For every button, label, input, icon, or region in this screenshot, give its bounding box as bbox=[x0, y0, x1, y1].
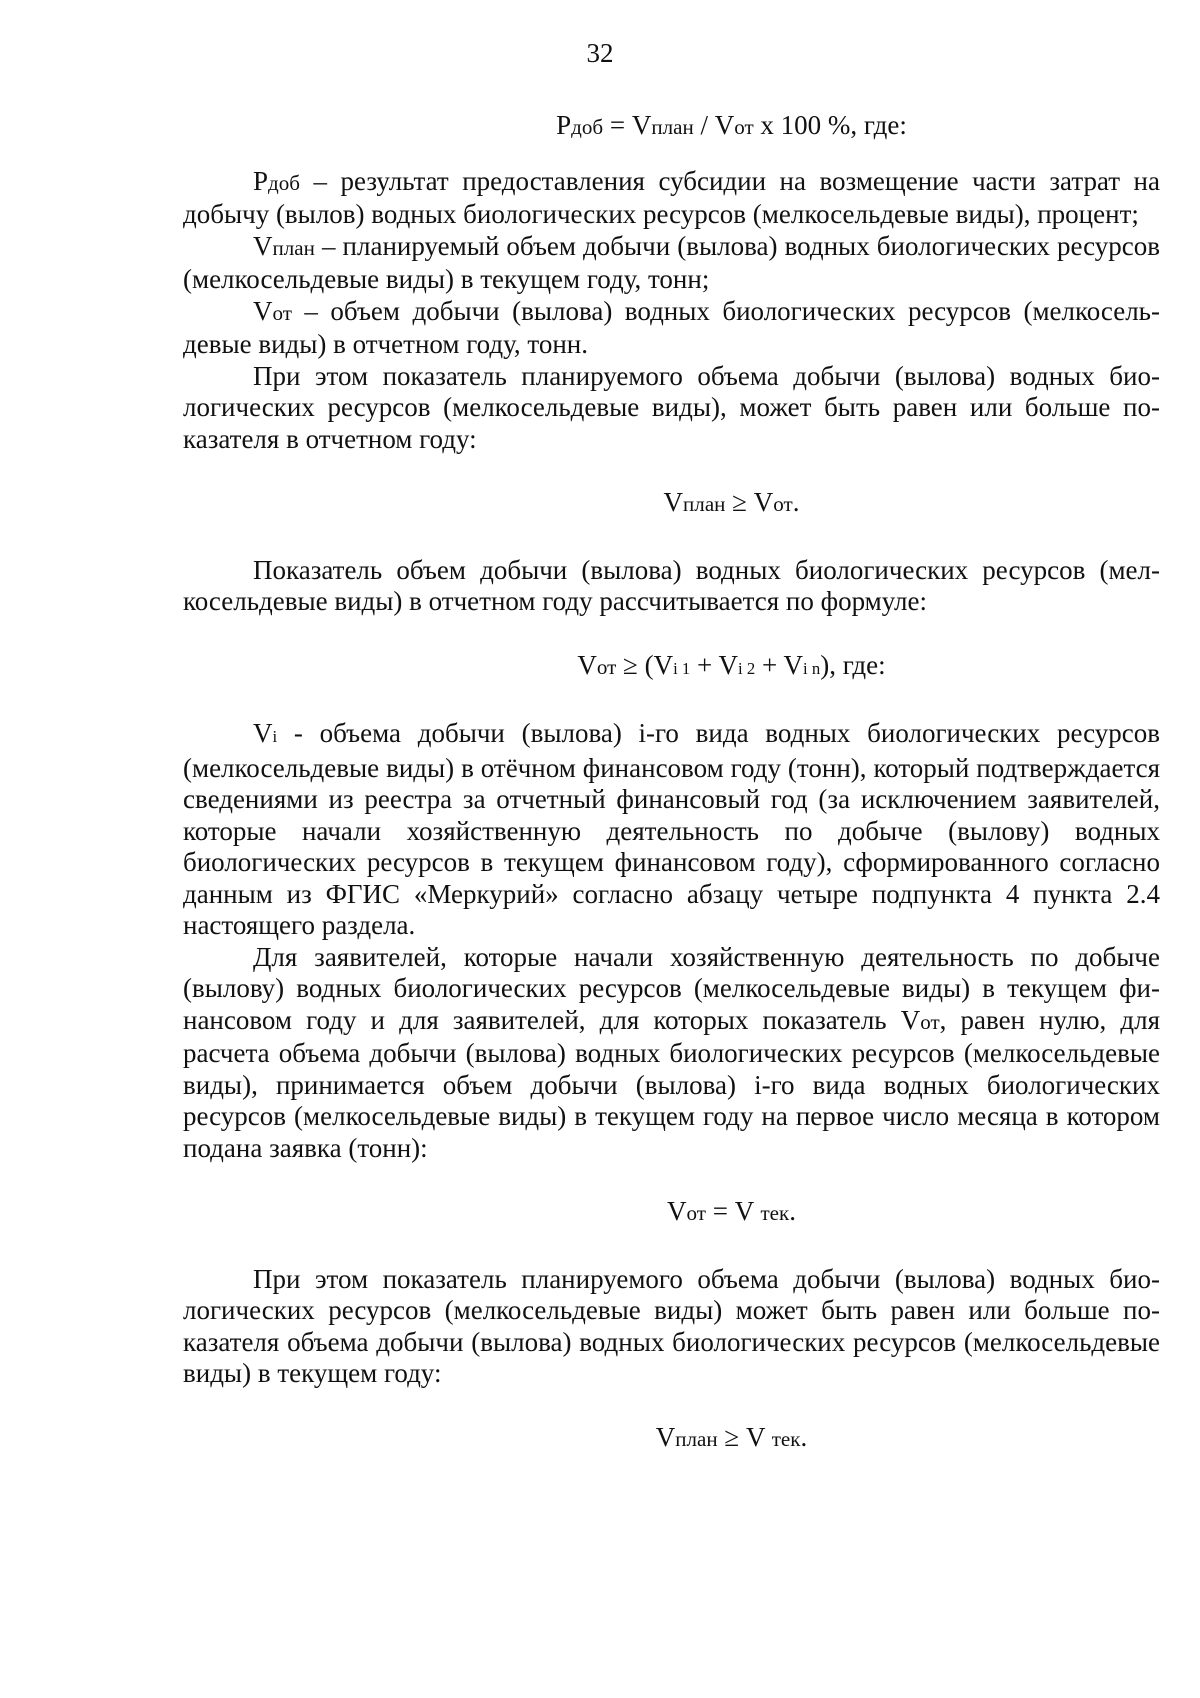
formula-symbol: V bbox=[655, 1421, 676, 1452]
formula-text: . bbox=[792, 487, 800, 517]
formula-plan-ge-tek bbox=[183, 1422, 1160, 1456]
paragraph-text: Для заявителей, которые начали хозяйственную деятельность по добыче (вылову) водных биологических ресурсов (мелкосельдевые виды) в текущем финансовом году и для заявителей, для которых показатель V bbox=[183, 941, 1160, 1035]
definition-text: – объем добычи (вылова) водных биологических ресурсов (мелкосельдевые виды) в отчетном году, тонн. bbox=[183, 295, 1160, 359]
formula-subscript: от bbox=[686, 1201, 706, 1225]
formula-subscript: тек bbox=[760, 1201, 790, 1225]
definition-vi bbox=[183, 718, 1160, 942]
definition-symbol: V bbox=[253, 718, 273, 748]
formula-vot-sum bbox=[183, 650, 1160, 685]
formula-text: = V bbox=[603, 110, 652, 140]
paragraph-plan-vs-current: При этом показатель планируемого объема добычи (вылова) водных биологических ресурсов (мелкосельдевые виды) может быть равен или больше показателя объема добычи (вылова) водных биологических ресурсов (мелкосельдевые виды) в текущем году: bbox=[183, 1263, 1160, 1388]
formula-subscript: доб bbox=[571, 115, 604, 139]
definition-text: - объема добычи (вылова) i-го вида водных биологических ресурсов (мелкосельдевые виды) в отёчном финансовом году (тонн), который подтверждается сведениями из реестра за отчетный финансовый год (за исключением заявителей, которые начали хозяйственную деятельность по добыче (вылову) водных биологических ресурсов в текущем финансовом году), сформированного согласно данным из ФГИС «Меркурий» согласно абзацу четыре подпункта 4 пункта 2.4 настоящего раздела. bbox=[183, 718, 1160, 940]
definition-subscript: план bbox=[272, 235, 315, 260]
formula-subscript: i 2 bbox=[738, 658, 756, 678]
formula-vot-eq-vtek bbox=[183, 1196, 1160, 1230]
definition-vot bbox=[183, 296, 1160, 361]
paragraph-new-applicants bbox=[183, 942, 1160, 1165]
document-body bbox=[183, 110, 1160, 1489]
paragraph-text: , равен нулю, для расчета объема добычи (вылова) водных биологических ресурсов (мелкосельдевые виды), принимается объем добычи (вылова) i-го вида водных биологических ресурсов (мелкосельдевые виды) в текущем году на первое число месяца в котором подана заявка (тонн): bbox=[183, 1004, 1160, 1163]
formula-text: . bbox=[800, 1421, 808, 1452]
formula-text: . bbox=[789, 1196, 796, 1226]
definition-text: – планируемый объем добычи (вылова) водных биологических ресурсов (мелкосельдевые виды) в текущем году, тонн; bbox=[183, 230, 1160, 294]
formula-subscript: от bbox=[734, 115, 754, 139]
formula-text: ≥ V bbox=[725, 487, 774, 517]
paragraph-vot-calculation: Показатель объем добычи (вылова) водных биологических ресурсов (мелкосельдевые виды) в отчетном году рассчитывается по формуле: bbox=[183, 554, 1160, 616]
formula-text: + V bbox=[755, 649, 803, 680]
formula-symbol: Р bbox=[556, 110, 572, 140]
formula-text: = V bbox=[705, 1196, 761, 1226]
formula-subscript: тек bbox=[771, 1426, 801, 1451]
definition-symbol: V bbox=[253, 295, 273, 326]
formula-subscript: от bbox=[596, 654, 617, 679]
formula-result bbox=[183, 110, 1160, 144]
definition-symbol: Р bbox=[253, 165, 269, 196]
formula-text: ≥ (V bbox=[616, 649, 674, 680]
formula-text: ), где: bbox=[820, 649, 886, 680]
formula-plan-ge-ot bbox=[183, 487, 1160, 521]
formula-symbol: V bbox=[667, 1196, 687, 1226]
definition-subscript: i bbox=[272, 727, 278, 746]
definition-subscript: доб bbox=[268, 170, 300, 195]
formula-subscript: i n bbox=[803, 658, 821, 678]
inline-subscript: от bbox=[920, 1009, 940, 1034]
formula-subscript: i 1 bbox=[673, 658, 691, 678]
formula-symbol: V bbox=[663, 487, 684, 517]
page-number: 32 bbox=[586, 38, 614, 68]
definition-vplan bbox=[183, 231, 1160, 296]
formula-subscript: план bbox=[683, 492, 726, 516]
formula-text: ≥ V bbox=[717, 1421, 772, 1452]
paragraph-plan-condition: При этом показатель планируемого объема добычи (вылова) водных биологических ресурсов (мелкосельдевые виды), может быть равен или больше показателя в отчетном году: bbox=[183, 360, 1160, 454]
definition-symbol: V bbox=[253, 230, 273, 261]
formula-subscript: план bbox=[675, 1426, 718, 1451]
formula-text: х 100 %, где: bbox=[753, 110, 907, 140]
formula-text: / V bbox=[693, 110, 735, 140]
formula-subscript: план bbox=[651, 115, 694, 139]
formula-symbol: V bbox=[577, 649, 597, 680]
definition-subscript: от bbox=[272, 300, 292, 325]
formula-text: + V bbox=[690, 649, 739, 680]
definition-text: – результат предоставления субсидии на возмещение части затрат на добычу (вылов) водных биологических ресурсов (мелкосельдевые виды), процент; bbox=[183, 165, 1160, 229]
formula-subscript: от bbox=[773, 492, 793, 516]
definition-rdob bbox=[183, 166, 1160, 231]
